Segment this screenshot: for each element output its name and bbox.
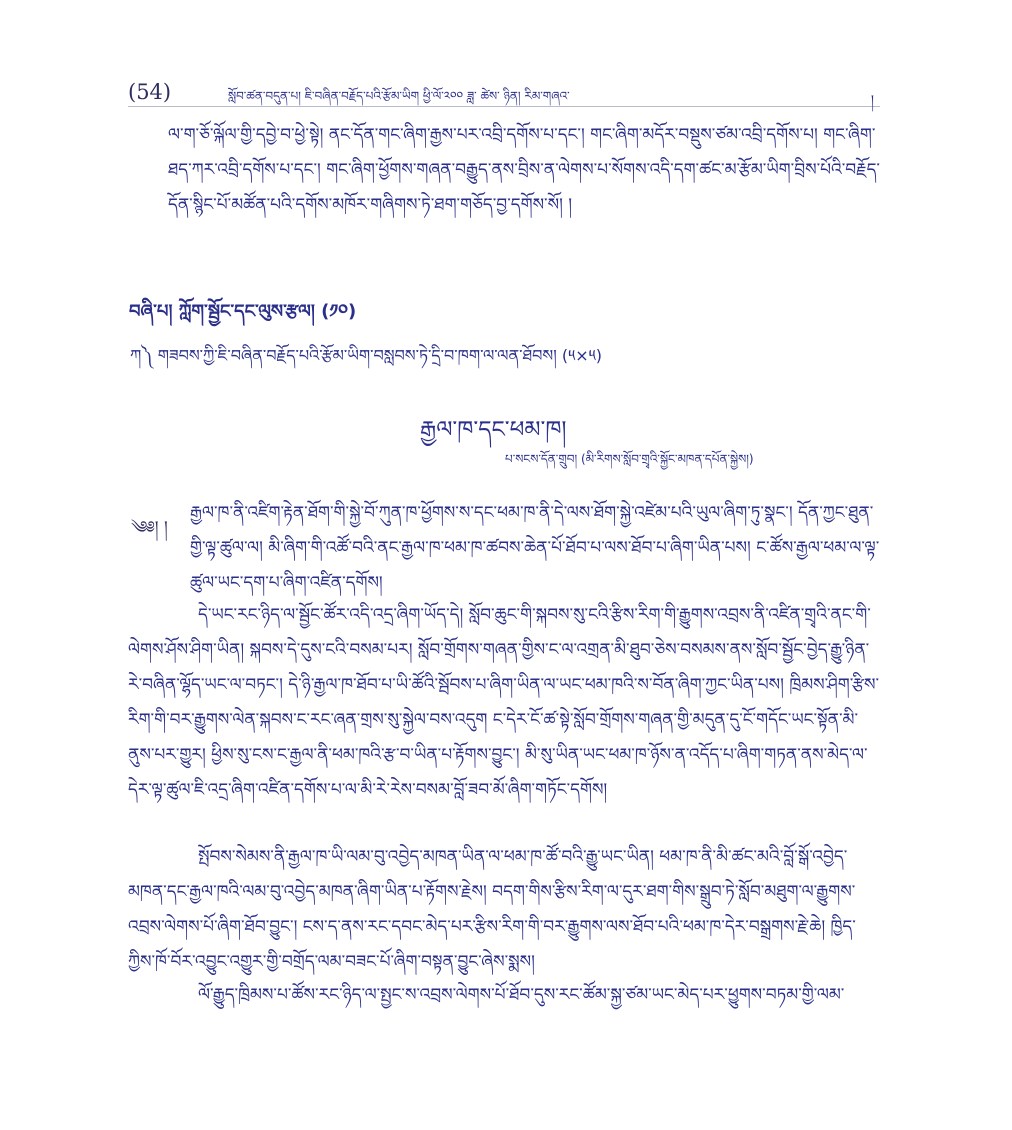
yig-mgo-ornament: ༄༅། ། [131,518,168,538]
paragraph-1: རྒྱལ་ཁ་ནི་འཛིག་རྟེན་ཐོག་གི་སྐྱེ་བོ་ཀུན་ཁ་ཕྱོགས་ས་དང་ཕམ་ཁ་ནི་དེ་ལས་ཐོག་སྐྱེ་འཛེམ་པའི་ཡུལ་ཞིག་ཏུ་སྣང་། དོན་ཀྱང་ཐུན་གྱི་ལྟ་ཚུལ་ལ། མི་ཞིག་གི་འཚོ་བའི་ནང་རྒྱལ་ཁ་ཕམ་ཁ་ཚབས་ཆེན་པོ་ཐོབ་པ་ལས་ཐོབ་པ་ཞིག་ཡིན་པས། ང་ཚོས་རྒྱལ་ཕམ་ལ་ལྟ་ཚུལ་ཡང་དག་པ་ཞིག་འཛིན་དགོས། [190,503,880,593]
essay-author: པ་སངས་དོན་གྲུབ། (མི་རིགས་སློབ་གྲྭའི་སྐྱོང་མཁན་དཔོན་སྐྱེས།) [505,452,754,466]
page-number: (54) [128,80,172,104]
essay-title: རྒྱལ་ཁ་དང་ཕམ་ཁ། [420,417,567,443]
paragraph-4: ལོ་རྒྱུད་ཁྲིམས་པ་ཚོས་རང་ཉིད་ལ་སྤྱང་ས་འབྲས་ལེགས་པོ་ཐོབ་དུས་རང་ཚོམ་སྐྱ་ཙམ་ཡང་མེད་པར་ཕྱུགས་བཏམ་གྱི་ལམ་ [198,985,845,1005]
header-divider: ། [870,93,874,109]
paragraph-2: དེ་ཡང་རང་ཉིད་ལ་སྦྱོང་ཚོར་འདི་འདྲ་ཞིག་ཡོད་དེ། སློབ་ཆུང་གི་སྐབས་སུ་ངའི་རྩིས་རིག་གི་རྒྱུགས་འབྲས་ནི་འཛིན་གྲྭའི་ནང་གི་ལེགས་ཤོས་ཤིག་ཡིན། སྐབས་དེ་དུས་ངའི་བསམ་པར། སློབ་གྲོགས་གཞན་གྱིས་ང་ལ་འགྲན་མི་ཐུབ་ཅེས་བསམས་ནས་སློབ་སྦྱོང་བྱེད་རྒྱུ་ཉིན་རེ་བཞིན་ལྷོད་ཡང་ལ་བཏང་། དེ་ཉི་རྒྱལ་ཁ་ཐོབ་པ་ཡི་ཚོའི་སྦོབས་པ་ཞིག་ཡིན་ལ་ཡང་ཕམ་ཁའི་ས་བོན་ཞིག་ཀྱང་ཡིན་པས། ཁྲིམས་ཤིག་རྩིས་རིག་གི་བར་རྒྱུགས་ལེན་སྐབས་ང་རང་ཞན་གྲས་སུ་སྐྱེལ་བས་འདུག ང་དེར་ངོ་ཚ་སྟེ་སློབ་གྲོགས་གཞན་གྱི་མདུན་དུ་ངོ་གདོང་ཡང་སྟོན་མི་ནུས་པར་གྱུར། ཕྱིས་སུ་ངས་ང་རྒྱལ་ནི་ཕམ་ཁའི་རྩ་བ་ཡིན་པ་རྟོགས་བྱུང་། མི་སུ་ཡིན་ཡང་ཕམ་ཁ་ཉོས་ན་འདོད་པ་ཞིག་གཏན་ནས་མེད་ལ་དེར་ལྟ་ཚུལ་ཇི་འདྲ་ཞིག་འཛིན་དགོས་པ་ལ་མི་རེ་རེས་བསམ་བློ་ཟབ་མོ་ཞིག་གཏོང་དགོས། [128,605,880,800]
paragraph-intro: ལ་ག་ཅོ་ལྐོལ་གྱི་དབྱེ་བ་ཕྱེ་སྟེ། ནང་དོན་གང་ཞིག་རྒྱས་པར་འབྲི་དགོས་པ་དང་། གང་ཞིག་མདོར་བསྡུས་ཙམ་འབྲི་དགོས་པ། གང་ཞིག་ཐད་ཀར་འབྲི་དགོས་པ་དང་། གང་ཞིག་ཕྱོགས་གཞན་བརྒྱུད་ནས་བྲིས་ན་ལེགས་པ་སོགས་འདི་དག་ཚང་མ་རྩོམ་ཡིག་བྲིས་པོའི་བརྗོད་དོན་སྙིང་པོ་མཚོན་པའི་དགོས་མཁོར་གཞིགས་ཏེ་ཐག་གཅོད་བྱ་དགོས་སོ། ། [168,125,880,215]
page-header [128,80,880,107]
section-title: བཞི་པ། ཀློག་སྦྱོང་དང་ལུས་རྩལ། (༡༠) [129,301,357,322]
paragraph-3: སྤོབས་སེམས་ནི་རྒྱལ་ཁ་ཡི་ལམ་བུ་འབྱེད་མཁན་ཡིན་ལ་ཕམ་ཁ་ཚོ་བའི་རྒྱུ་ཡང་ཡིན། ཕམ་ཁ་ནི་མི་ཚང་མའི་བློ་སྒོ་འབྱེད་མཁན་དང་རྒྱལ་ཁའི་ལམ་བུ་འབྱེད་མཁན་ཞིག་ཡིན་པ་རྟོགས་རྗེས། བདག་གིས་རྩིས་རིག་ལ་དུར་ཐག་གིས་སྒྲུབ་ཏེ་སློབ་མཐུག་ལ་རྒྱུགས་འབྲས་ལེགས་པོ་ཞིག་ཐོབ་བྱུང་། ངས་ད་ནས་རང་དབང་མེད་པར་རྩིས་རིག་གི་བར་རྒྱུགས་ལས་ཐོབ་པའི་ཕམ་ཁ་དེར་བསྒྲགས་རྗེ་ཆེ། ཁྱིད་ཀྱིས་ཁོ་བོར་འབྱུང་འགྱུར་གྱི་བགྲོད་ལམ་བཟང་པོ་ཞིག་བསྟན་བྱུང་ཞེས་སྨས། [128,847,856,972]
running-head: སློབ་ཚན་བདུན་པ། ཇི་བཞིན་བརྗོད་པའི་རྩོམ་ཡིག ཕྱི་ལོ་༢༠༠ ཟླ་ ཚེས་ ཉིན། རིམ་གཞའ་ [228,89,570,103]
exercise-instruction: ཀ༽ གཟབས་ཀྱི་ཇི་བཞིན་བརྗོད་པའི་རྩོམ་ཡིག་བསླབས་ཏེ་དྲི་བ་ཁག་ལ་ལན་ཐོབས། (༥×༥) [130,346,603,365]
